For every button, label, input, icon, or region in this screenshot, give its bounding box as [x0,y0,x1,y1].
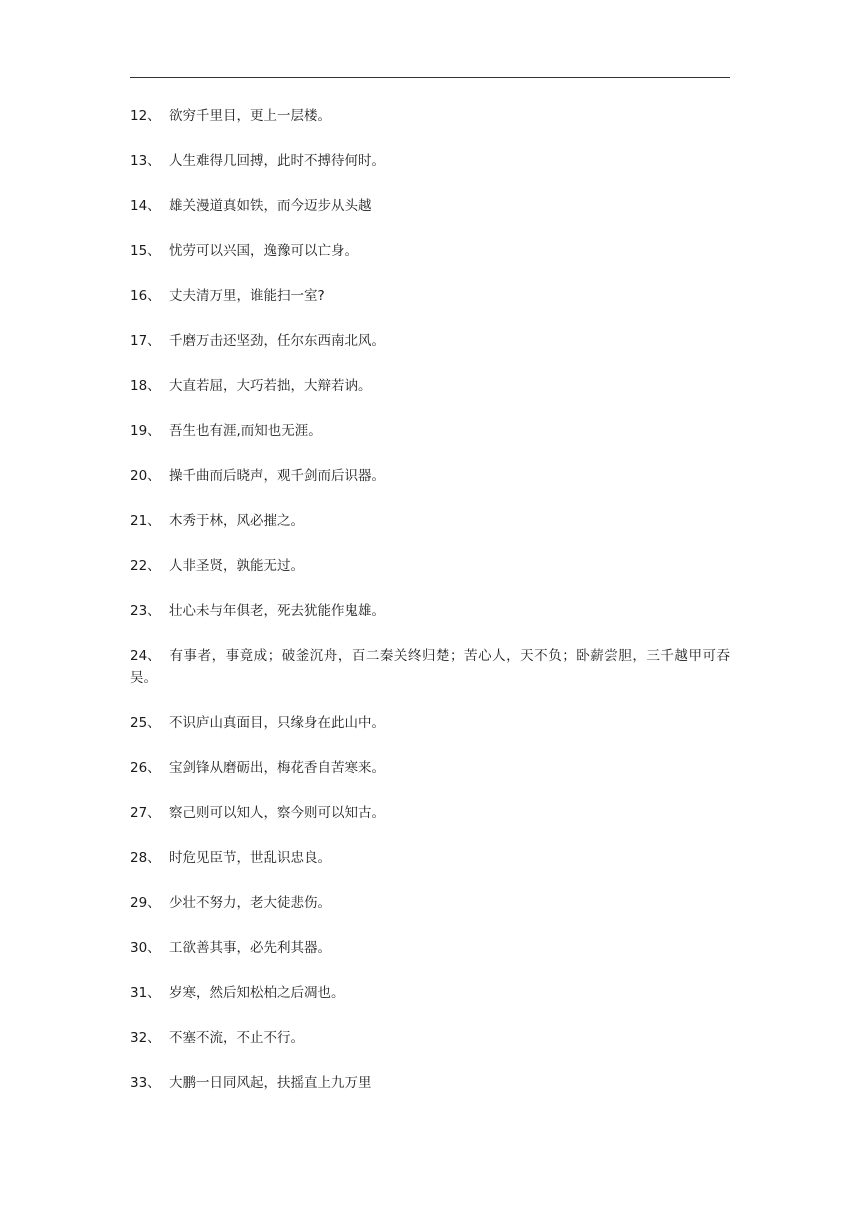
list-item [130,802,730,824]
header-rule [130,77,730,78]
list-item [130,645,730,689]
item-text: 吾生也有涯,而知也无涯。 [169,423,322,439]
list-item [130,465,730,487]
item-text: 雄关漫道真如铁，而今迈步从头越 [169,198,372,214]
item-number: 14、 [130,198,161,214]
item-text: 忧劳可以兴国，逸豫可以亡身。 [169,243,358,259]
item-number: 19、 [130,423,161,439]
list-item [130,847,730,869]
item-number: 17、 [130,333,161,349]
item-text: 人生难得几回搏，此时不搏待何时。 [169,153,385,169]
item-number: 16、 [130,288,161,304]
list-item [130,375,730,397]
item-text: 时危见臣节，世乱识忠良。 [169,850,331,866]
list-item [130,195,730,217]
list-item [130,892,730,914]
item-text: 少壮不努力，老大徒悲伤。 [169,895,331,911]
list-item [130,982,730,1004]
list-item [130,420,730,442]
list-item [130,150,730,172]
item-number: 13、 [130,153,161,169]
item-number: 18、 [130,378,161,394]
quote-list [130,105,730,1117]
item-number: 29、 [130,895,161,911]
item-text: 欲穷千里目，更上一层楼。 [169,108,331,124]
list-item [130,240,730,262]
item-text: 工欲善其事，必先利其器。 [169,940,331,956]
item-text: 岁寒，然后知松柏之后凋也。 [169,985,345,1001]
item-text: 不识庐山真面目，只缘身在此山中。 [169,715,385,731]
item-number: 21、 [130,513,161,529]
list-item [130,555,730,577]
list-item [130,105,730,127]
item-text: 丈夫清万里，谁能扫一室? [169,288,325,304]
item-text: 有事者，事竟成；破釜沉舟，百二秦关终归楚；苦心人，天不负；卧薪尝胆，三千越甲可吞吴。 [130,648,730,686]
item-text: 壮心未与年俱老，死去犹能作鬼雄。 [169,603,385,619]
item-number: 15、 [130,243,161,259]
item-number: 20、 [130,468,161,484]
item-text: 宝剑锋从磨砺出，梅花香自苦寒来。 [169,760,385,776]
list-item [130,712,730,734]
list-item [130,937,730,959]
list-item [130,600,730,622]
item-number: 28、 [130,850,161,866]
item-text: 千磨万击还坚劲，任尔东西南北风。 [169,333,385,349]
list-item [130,510,730,532]
item-number: 27、 [130,805,161,821]
item-number: 30、 [130,940,161,956]
item-number: 31、 [130,985,161,1001]
item-number: 12、 [130,108,161,124]
list-item [130,330,730,352]
item-number: 22、 [130,558,161,574]
list-item [130,285,730,307]
item-number: 25、 [130,715,161,731]
item-number: 32、 [130,1030,161,1046]
list-item [130,1072,730,1094]
list-item [130,1027,730,1049]
item-text: 人非圣贤，孰能无过。 [169,558,304,574]
item-number: 23、 [130,603,161,619]
list-item [130,757,730,779]
item-number: 24、 [130,648,161,664]
item-text: 木秀于林，风必摧之。 [169,513,304,529]
item-text: 察己则可以知人，察今则可以知古。 [169,805,385,821]
item-text: 不塞不流，不止不行。 [169,1030,304,1046]
item-text: 大直若屈，大巧若拙，大辩若讷。 [169,378,372,394]
item-number: 26、 [130,760,161,776]
item-text: 操千曲而后晓声，观千剑而后识器。 [169,468,385,484]
item-text: 大鹏一日同风起，扶摇直上九万里 [169,1075,372,1091]
item-number: 33、 [130,1075,161,1091]
